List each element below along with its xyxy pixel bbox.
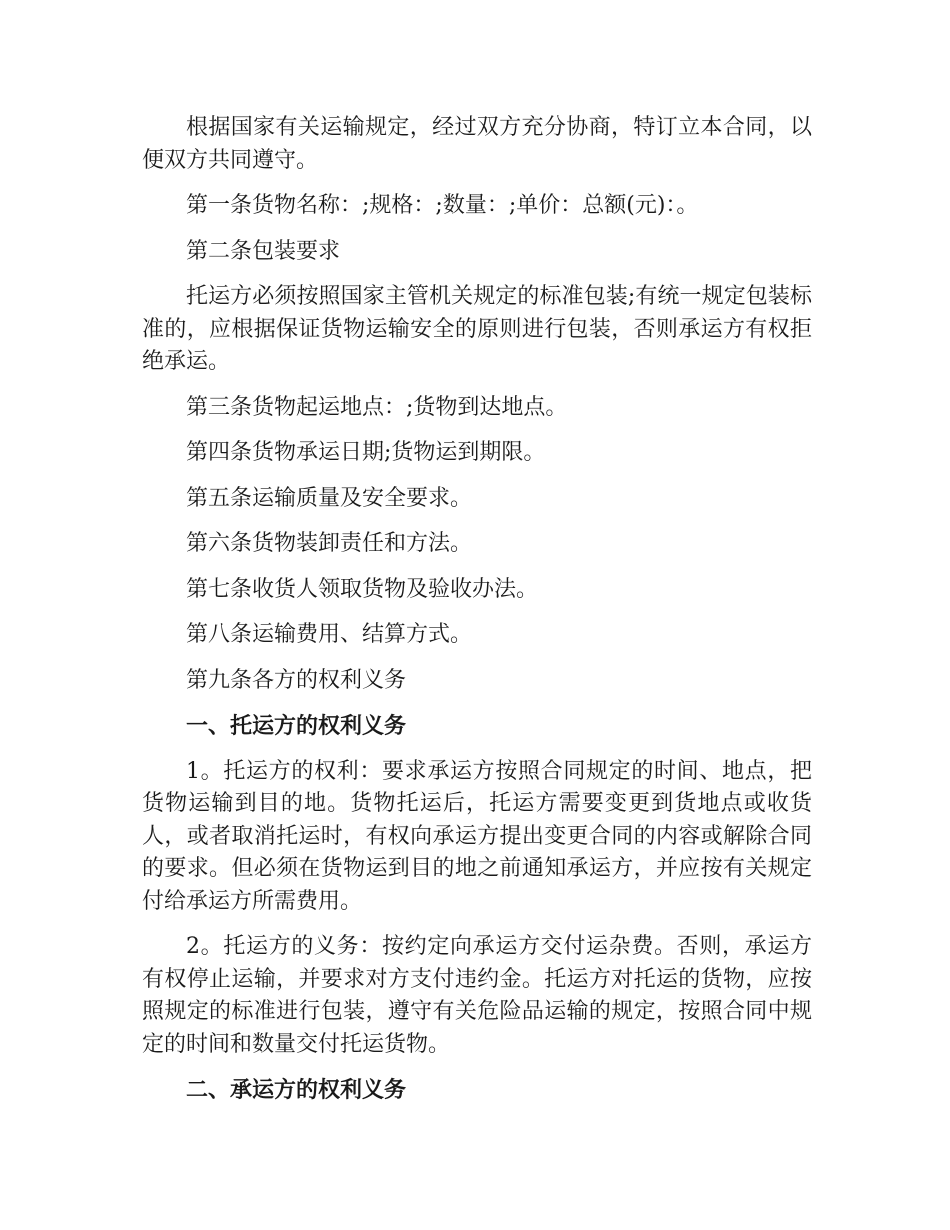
paragraph-article-9: 第九条各方的权利义务 [186,667,407,693]
paragraph-shipper-rights: 1。托运方的权利：要求承运方按照合同规定的时间、地点，把货物运输到目的地。货物托运后，托运方需要变更到货地点或收货人，或者取消托运时，有权向承运方提出变更合同的内容或解除合同的要求。但必须在货物运到目的地之前通知承运方，并应按有关规定付给承运方所需费用。 [142,758,812,914]
paragraph-article-3: 第三条货物起运地点：;货物到达地点。 [186,394,568,420]
paragraph-article-7: 第七条收货人领取货物及验收办法。 [186,576,539,602]
section-heading-shipper: 一、托运方的权利义务 [186,713,407,739]
document-page [142,112,812,1120]
paragraph-article-5: 第五条运输质量及安全要求。 [186,485,473,511]
paragraph-article-4: 第四条货物承运日期;货物运到期限。 [186,440,546,465]
paragraph-packaging: 托运方必须按照国家主管机关规定的标准包装;有统一规定包装标准的，应根据保证货物运输安全的原则进行包装，否则承运方有权拒绝承运。 [142,284,812,374]
paragraph-article-1: 第一条货物名称：;规格：;数量：;单价：总额(元)：。 [186,193,699,218]
paragraph-article-2: 第二条包装要求 [186,238,341,264]
paragraph-article-6: 第六条货物装卸责任和方法。 [186,531,473,556]
paragraph-article-8: 第八条运输费用、结算方式。 [186,622,473,647]
paragraph-shipper-obligations: 2。托运方的义务：按约定向承运方交付运杂费。否则，承运方有权停止运输，并要求对方支付违约金。托运方对托运的货物，应按照规定的标准进行包装，遵守有关危险品运输的规定，按照合同中规定的时间和数量交付托运货物。 [142,934,812,1057]
paragraph-preamble: 根据国家有关运输规定，经过双方充分协商，特订立本合同，以便双方共同遵守。 [142,115,812,173]
section-heading-carrier: 二、承运方的权利义务 [186,1077,407,1103]
